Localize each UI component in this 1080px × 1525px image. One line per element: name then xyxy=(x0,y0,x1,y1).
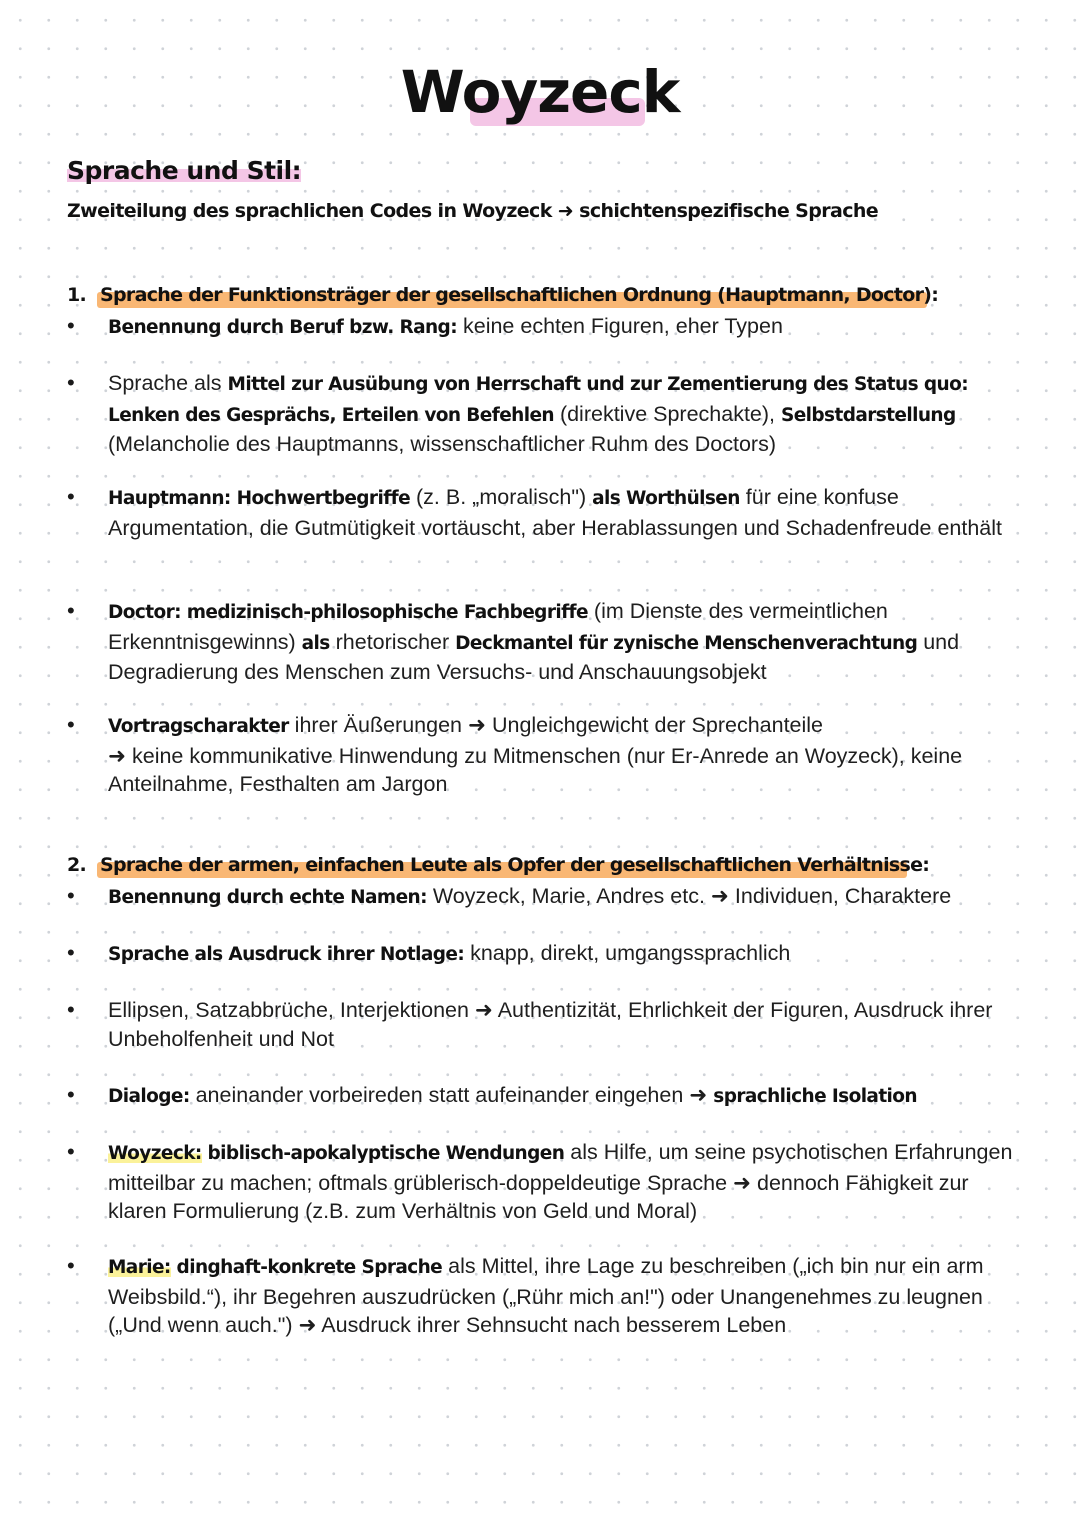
bullet-dot: • xyxy=(67,370,75,395)
bullet-dot: • xyxy=(67,1253,75,1278)
section-heading: Sprache und Stil: xyxy=(67,156,302,185)
section-2-title: 2. Sprache der armen, einfachen Leute als Opfer der gesellschaftlichen Verhältnisse: xyxy=(67,854,930,876)
bullet-dot: • xyxy=(67,712,75,737)
subline: Zweiteilung des sprachlichen Codes in Woyzeck ➜ schichtenspezifische Sprache xyxy=(67,200,879,222)
bullet-dot: • xyxy=(67,598,75,623)
bullet-dot: • xyxy=(67,313,75,338)
section-1-title: 1. Sprache der Funktionsträger der gesellschaftlichen Ordnung (Hauptmann, Doctor): xyxy=(67,284,939,306)
bullet-dot: • xyxy=(67,940,75,965)
bullet-dot: • xyxy=(67,1139,75,1164)
bullet-dot: • xyxy=(67,997,75,1022)
bullet-dot: • xyxy=(67,484,75,509)
bullet-dot: • xyxy=(67,883,75,908)
bullet-dot: • xyxy=(67,1082,75,1107)
page-title: Woyzeck xyxy=(400,58,680,126)
